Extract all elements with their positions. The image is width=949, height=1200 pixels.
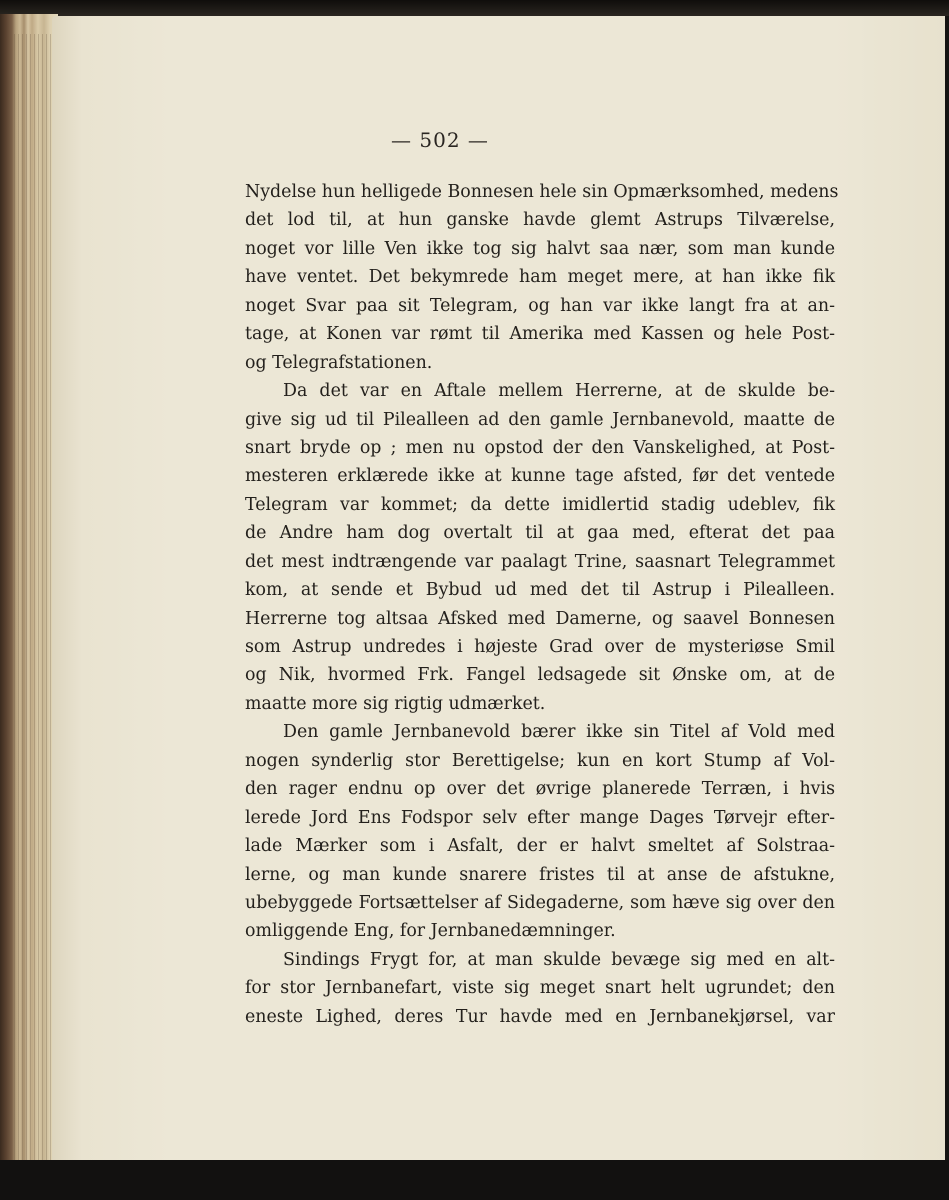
scan-bottom-edge <box>0 1160 949 1200</box>
text-line: ubebyggede Fortsættelser af Sidegaderne, som hæve sig over den <box>245 892 835 913</box>
page-edges <box>14 34 54 1164</box>
scan-top-edge <box>0 0 949 16</box>
text-line: Den gamle Jernbanevold bærer ikke sin Titel af Vold med <box>283 722 835 743</box>
text-line: omliggende Eng, for Jernbanedæmninger. <box>245 921 616 942</box>
page-number: — 502 — <box>391 128 489 152</box>
text-line: og Nik, hvormed Frk. Fangel ledsagede sit Ønske om, at de <box>245 665 835 686</box>
text-line: den rager endnu op over det øvrige planerede Terræn, i hvis <box>245 779 835 800</box>
text-line: noget vor lille Ven ikke tog sig halvt saa nær, som man kunde <box>245 238 835 259</box>
text-line: og Telegrafstationen. <box>245 352 433 373</box>
text-line: give sig ud til Pilealleen ad den gamle Jernbanevold, maatte de <box>245 409 835 430</box>
text-line: det lod til, at hun ganske havde glemt Astrups Tilværelse, <box>245 210 835 231</box>
text-line: snart bryde op ; men nu opstod der den Vanskelighed, at Post- <box>245 437 835 458</box>
text-line: de Andre ham dog overtalt til at gaa med, efterat det paa <box>245 523 835 544</box>
text-line: lade Mærker som i Asfalt, der er halvt smeltet af Solstraa- <box>245 836 835 857</box>
text-line: maatte more sig rigtig udmærket. <box>245 693 546 714</box>
text-line: nogen synderlig stor Berettigelse; kun en kort Stump af Vol- <box>245 750 835 771</box>
text-line: Herrerne tog altsaa Afsked med Damerne, og saavel Bonnesen <box>245 608 835 629</box>
text-line: mesteren erklærede ikke at kunne tage afsted, før det ventede <box>245 466 835 487</box>
text-line: det mest indtrængende var paalagt Trine, saasnart Telegrammet <box>245 551 835 572</box>
text-line: kom, at sende et Bybud ud med det til Astrup i Pilealleen. <box>245 580 835 601</box>
text-line: noget Svar paa sit Telegram, og han var ikke langt fra at an- <box>245 295 835 316</box>
text-line: Sindings Frygt for, at man skulde bevæge sig med en alt- <box>283 949 835 970</box>
body-text <box>245 178 839 1031</box>
text-line: Da det var en Aftale mellem Herrerne, at de skulde be- <box>283 381 835 402</box>
text-line: eneste Lighed, deres Tur havde med en Jernbanekjørsel, var <box>245 1006 835 1027</box>
text-line: tage, at Konen var rømt til Amerika med Kassen og hele Post- <box>245 324 835 345</box>
text-line: have ventet. Det bekymrede ham meget mere, at han ikke fik <box>245 267 835 288</box>
text-line: for stor Jernbanefart, viste sig meget snart helt ugrundet; den <box>245 978 835 999</box>
text-line: Nydelse hun helligede Bonnesen hele sin Opmærksomhed, medens <box>245 182 839 202</box>
text-line: som Astrup undredes i højeste Grad over de mysteriøse Smil <box>245 637 835 657</box>
text-line: Telegram var kommet; da dette imidlertid stadig udeblev, fik <box>245 494 835 515</box>
text-line: lerede Jord Ens Fodspor selv efter mange Dages Tørvejr efter- <box>245 807 835 828</box>
book-spine-edge <box>0 14 58 1160</box>
text-line: lerne, og man kunde snarere fristes til at anse de afstukne, <box>245 864 835 885</box>
